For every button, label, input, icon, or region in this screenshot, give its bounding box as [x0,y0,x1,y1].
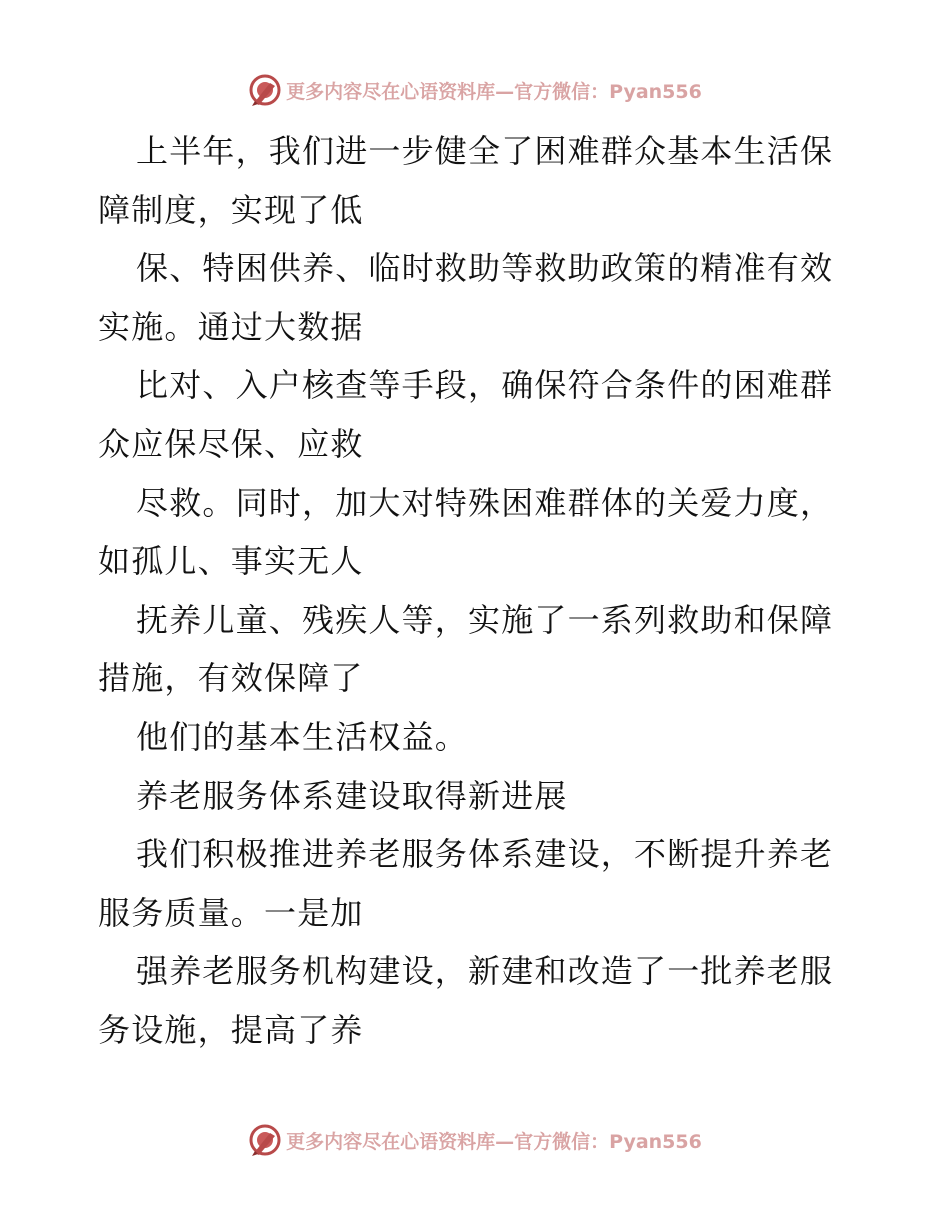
footer-watermark [0,1120,950,1160]
text-line: 如孤儿、事实无人 [98,542,364,581]
text-line: 上半年，我们进一步健全了困难群众基本生活保 [136,132,834,170]
text-line: 强养老服务机构建设，新建和改造了一批养老服 [136,952,834,991]
text-line: 措施，有效保障了 [98,659,364,698]
text-line: 尽救。同时，加大对特殊困难群体的关爱力度， [136,483,834,522]
text-line: 抚养儿童、残疾人等，实施了一系列救助和保障 [136,600,834,639]
text-line: 养老服务体系建设取得新进展 [136,776,568,815]
text-line: 服务质量。一是加 [98,893,364,932]
header-watermark [0,70,950,110]
document-body [98,122,858,1060]
text-line: 我们积极推进养老服务体系建设，不断提升养老 [136,835,834,874]
text-line: 保、特困供养、临时救助等救助政策的精准有效 [136,249,834,288]
text-line: 众应保尽保、应救 [98,424,364,463]
text-line: 务设施，提高了养 [98,1010,364,1049]
watermark-text: 更多内容尽在心语资料库—官方微信：Pyan556 [286,1130,702,1153]
text-line: 实施。通过大数据 [98,307,364,346]
text-line: 比对、入户核查等手段，确保符合条件的困难群 [136,366,834,405]
pen-logo-icon [248,1123,282,1157]
pen-logo-icon [248,73,282,107]
text-line: 障制度，实现了低 [98,190,364,229]
watermark-text: 更多内容尽在心语资料库—官方微信：Pyan556 [286,80,702,103]
text-line: 他们的基本生活权益。 [136,717,469,756]
